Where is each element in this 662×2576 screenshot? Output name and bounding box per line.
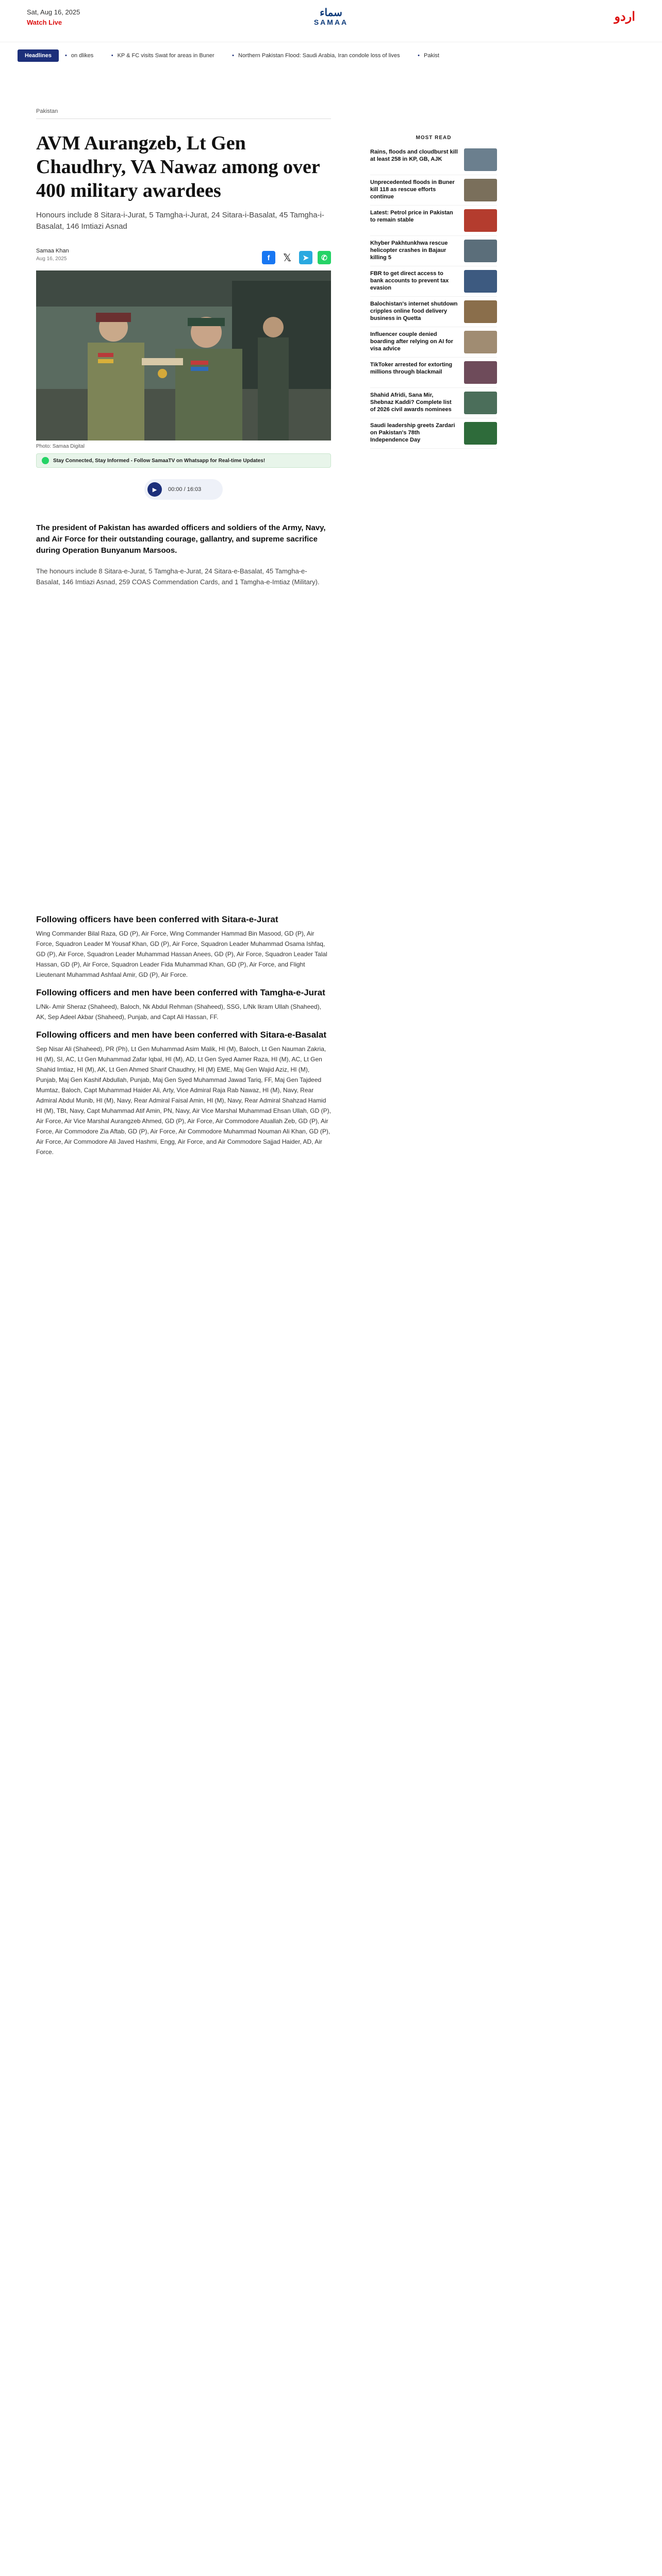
most-read-thumbnail[interactable] [464,300,497,323]
logo-urdu-text: سماء [320,7,342,19]
most-read-title: MOST READ [416,135,452,141]
most-read-thumbnail[interactable] [464,422,497,445]
most-read-headline[interactable]: Balochistan's internet shutdown cripples online food delivery business in Quetta [370,301,458,321]
most-read-headline[interactable]: Khyber Pakhtunkhwa rescue helicopter crashes in Bajaur killing 5 [370,240,448,261]
award-ceremony-image [36,270,331,440]
most-read-item[interactable] [370,206,497,236]
most-read-item[interactable] [370,175,497,206]
headlines-label: Headlines [18,49,59,62]
most-read-item[interactable] [370,297,497,327]
whatsapp-banner-text: Stay Connected, Stay Informed - Follow SamaaTV on Whatsapp for Real-time Updates! [53,457,266,464]
most-read-thumbnail[interactable] [464,179,497,201]
ticker-item[interactable]: • Pakist [418,47,439,64]
most-read-headline[interactable]: Shahid Afridi, Sana Mir, Shebnaz Kaddi? Complete list of 2026 civil awards nominees [370,392,452,413]
article-title: AVM Aurangzeb, Lt Gen Chaudhry, VA Nawaz among over 400 military awardees [36,132,320,201]
most-read-headline[interactable]: Influencer couple denied boarding after relying on AI for visa advice [370,331,453,352]
most-read-sidebar [370,135,497,449]
section-body: L/Nk- Amir Sheraz (Shaheed), Baloch, Nk Abdul Rehman (Shaheed), SSG, L/Nk Ikram Ullah (Shaheed), AK, Sep Adeel Akbar (Shaheed), Punjab, and Capt Ali Hassan, FF. [36,1003,321,1021]
most-read-headline[interactable]: Latest: Petrol price in Pakistan to remain stable [370,210,453,223]
article [36,108,331,1157]
article-subtitle: Honours include 8 Sitara-i-Jurat, 5 Tamgha-i-Jurat, 24 Sitara-i-Basalat, 45 Tamgha-i-Basalat, 146 Imtiazi Asnad [36,211,324,231]
article-paragraph: The honours include 8 Sitara-e-Jurat, 5 Tamgha-e-Jurat, 24 Sitara-e-Basalat, 45 Tamgha-e-Basalat, 146 Imtiazi Asnad, 259 COAS Commendation Cards, and 1 Tamgha-e-Imtiaz (Military). [36,567,320,586]
urdu-language-link[interactable]: اردو [614,10,635,24]
section-body: Wing Commander Bilal Raza, GD (P), Air Force, Wing Commander Hammad Bin Masood, GD (P), Air Force, Squadron Leader M Yousaf Khan, GD (P), Air Force, Squadron Leader Muhammad Osama Ishfaq, GD (P), Air Force, Squadron Leader Muhammad Hassan Anees, GD (P), Air Force, Squadron Leader Talal Hassan, GD (P), Air Force, Squadron Leader Fida Muhammad Khan, GD (P), Air Force, and Flight Lieutenant Muhammad Ashfaal Amir, GD (P), Air Force. [36,930,327,978]
author-row [36,248,331,265]
section-heading-sitara-e-jurat: Following officers have been conferred with Sitara-e-Jurat [36,914,278,924]
telegram-share-icon[interactable]: ➤ [299,251,312,264]
play-icon[interactable]: ▶ [147,482,162,497]
audio-player [144,479,223,500]
section-heading-sitara-e-basalat: Following officers and men have been conferred with Sitara-e-Basalat [36,1030,327,1040]
most-read-headline[interactable]: Unprecedented floods in Buner kill 118 as rescue efforts continue [370,179,455,200]
watch-live-link[interactable]: Watch Live [27,19,62,26]
most-read-thumbnail[interactable] [464,392,497,414]
most-read-item[interactable] [370,236,497,266]
ad-placeholder [36,587,331,907]
current-date: Sat, Aug 16, 2025 [27,8,80,16]
most-read-thumbnail[interactable] [464,209,497,232]
article-lead: The president of Pakistan has awarded officers and soldiers of the Army, Navy, and Air Force for their outstanding courage, gallantry, and supreme sacrifice during Operation Bunyanum Marsoos. [36,523,326,555]
most-read-headline[interactable]: Rains, floods and cloudburst kill at least 258 in KP, GB, AJK [370,149,458,162]
most-read-thumbnail[interactable] [464,148,497,171]
whatsapp-share-icon[interactable]: ✆ [318,251,331,264]
most-read-item[interactable] [370,358,497,388]
x-share-icon[interactable]: 𝕏 [280,251,294,264]
whatsapp-icon [42,457,49,464]
publish-date: Aug 16, 2025 [36,256,67,262]
most-read-item[interactable] [370,418,497,449]
site-header [0,0,662,42]
most-read-headline[interactable]: FBR to get direct access to bank accounts to prevent tax evasion [370,270,449,291]
most-read-list [370,145,497,449]
most-read-thumbnail[interactable] [464,240,497,262]
ticker-item[interactable]: • on dlikes [65,47,93,64]
section-body: Sep Nisar Ali (Shaheed), PR (Ph), Lt Gen Muhammad Asim Malik, HI (M), Baloch, Lt Gen Nauman Zakria, HI (M), SI, AC, Lt Gen Muhammad Zafar Iqbal, HI (M), AD, Lt Gen Syed Aamer Raza, HI (M), AC, Lt Gen Shahid Imtiaz, HI (M), AK, Lt Gen Ahmed Sharif Chaudhry, HI (M) EME, Maj Gen Wajid Aziz, HI (M), Punjab, Maj Gen Kashif Abdullah, Punjab, Maj Gen Syed Muhammad Jawad Tariq, FF, Maj Gen Tajdeed Mumtaz, Baloch, Capt Muhammad Haider Ali, Arty, Vice Admiral Raja Rab Nawaz, HI (M), Navy, Rear Admiral Abdul Munib, HI (M), Navy, Rear Admiral Faisal Amin, HI (M), Navy, Rear Admiral Shahzad Hamid HI (M), TBt, Navy, Capt Muhammad Atif Amin, PN, Navy, Air Vice Marshal Muhammad Ehsan Ullah, GD (P), Air Force, Air Vice Marshal Aurangzeb Ahmed, GD (P), Air Force, Air Commodore Atuallah Zeb, GD (P), Air Force, Air Commodore Zia Aftab, GD (P), Air Force, Air Commodore Muhammad Nouman Ali Khan, GD (P), Air Force, Air Commodore Ali Javed Hashmi, Engg, Air Force, and Air Commodore Sajjad Haider, AD, Air Force. [36,1045,331,1156]
most-read-headline[interactable]: TikToker arrested for extorting millions through blackmail [370,362,453,375]
most-read-thumbnail[interactable] [464,331,497,353]
facebook-share-icon[interactable]: f [262,251,275,264]
logo-english-text: SAMAA [313,18,349,26]
ticker-item[interactable]: • KP & FC visits Swat for areas in Buner [111,47,214,64]
headlines-ticker [0,47,662,64]
ticker-items [65,47,662,64]
samaa-logo[interactable] [302,6,360,26]
ticker-item[interactable]: • Northern Pakistan Flood: Saudi Arabia, Iran condole loss of lives [232,47,400,64]
section-heading-tamgha-e-jurat: Following officers and men have been conferred with Tamgha-e-Jurat [36,988,325,997]
breadcrumb[interactable]: Pakistan [36,108,331,119]
most-read-item[interactable] [370,145,497,175]
most-read-thumbnail[interactable] [464,270,497,293]
most-read-item[interactable] [370,388,497,418]
player-time: 00:00 / 16:03 [168,486,202,493]
whatsapp-follow-banner[interactable] [36,453,331,468]
share-buttons [262,251,331,264]
most-read-item[interactable] [370,327,497,358]
photo-credit: Photo: Samaa Digital [36,444,85,449]
most-read-thumbnail[interactable] [464,361,497,384]
most-read-item[interactable] [370,266,497,297]
author-name[interactable]: Samaa Khan [36,248,69,254]
most-read-headline[interactable]: Saudi leadership greets Zardari on Pakistan's 78th Independence Day [370,422,455,443]
hero-photo [36,270,331,440]
